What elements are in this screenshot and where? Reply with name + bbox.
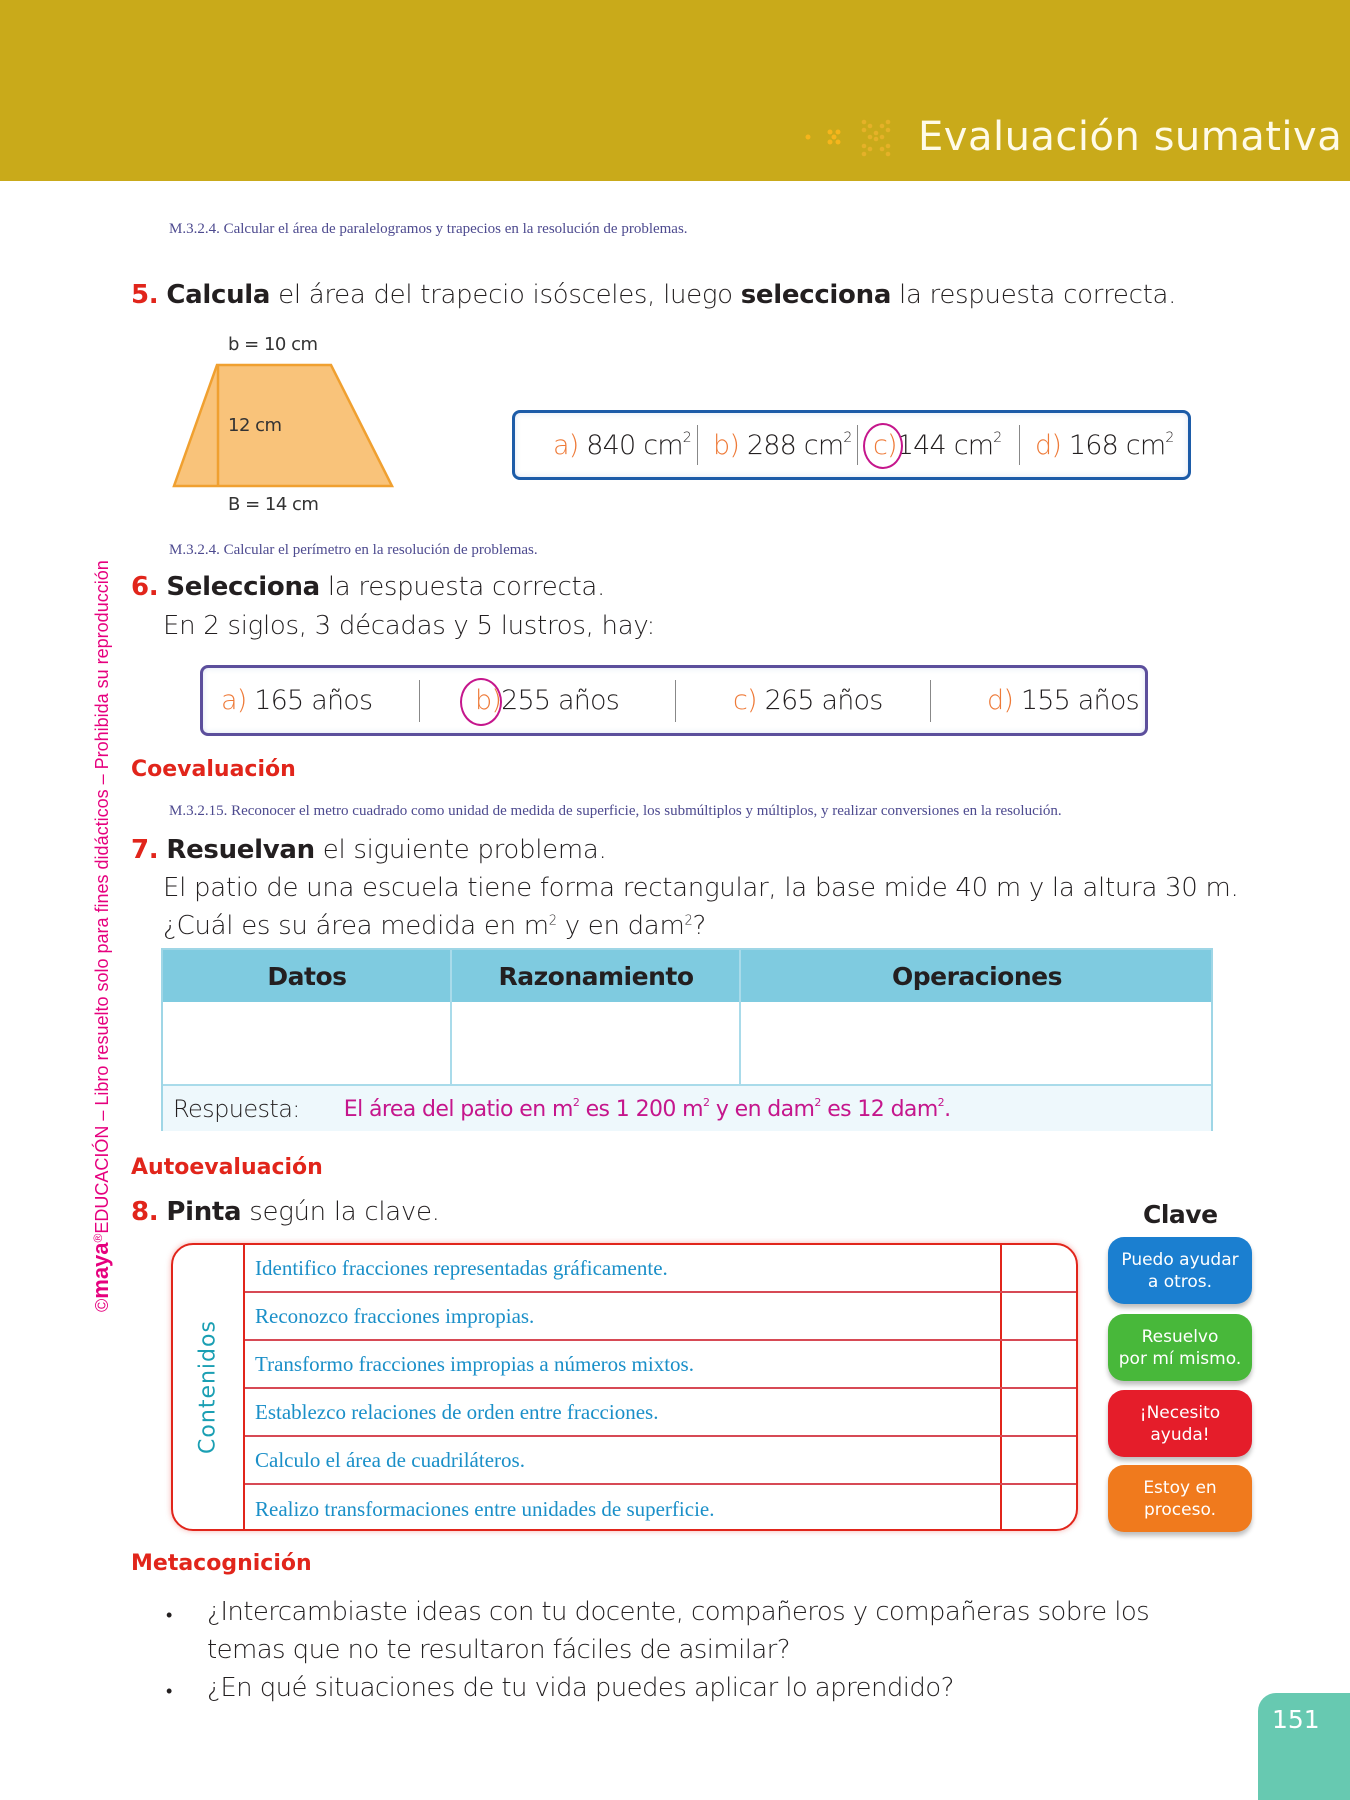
row-text: Establezco relaciones de orden entre fracciones.	[255, 1399, 659, 1424]
q6-text-1: la respuesta correcta.	[319, 572, 605, 602]
q7-text-1: el siguiente problema.	[314, 835, 607, 865]
metacognicion-heading: Metacognición	[131, 1551, 312, 1576]
option-value: 840 cm	[586, 429, 683, 461]
q5-standard: M.3.2.4. Calcular el área de paralelogramos y trapecios en la resolución de problemas.	[169, 221, 688, 237]
table-row	[245, 1389, 1078, 1437]
q8-prompt	[131, 1197, 440, 1227]
contenidos-label-cell	[173, 1245, 243, 1529]
q5-option-d[interactable]	[1035, 430, 1173, 461]
exponent: 2	[548, 913, 557, 929]
problem-solving-table	[161, 948, 1213, 1131]
page-number-tab	[1258, 1693, 1350, 1800]
q6-standard: M.3.2.4. Calcular el perímetro en la resolución de problemas.	[169, 542, 538, 558]
q6-number: 6.	[131, 572, 159, 602]
trapezoid-bottom-base-label: B = 14 cm	[228, 494, 319, 515]
cell-operaciones[interactable]	[741, 1002, 1213, 1084]
option-letter: a)	[553, 429, 579, 461]
header-operaciones: Operaciones	[891, 961, 1062, 991]
metacognition-question-1-line-2: temas que no te resultaron fáciles de asimilar?	[207, 1635, 790, 1665]
exponent: 2	[814, 1095, 821, 1109]
answer-text	[344, 1096, 951, 1122]
separator	[930, 680, 931, 722]
answer-part: El área del patio en m	[343, 1096, 573, 1122]
cell-razonamiento[interactable]	[452, 1002, 739, 1084]
option-value: 288 cm	[746, 429, 844, 461]
key-label: Resuelvo	[1141, 1326, 1219, 1347]
row-text: Calculo el área de cuadriláteros.	[255, 1447, 525, 1472]
exponent: 2	[703, 1095, 710, 1109]
bullet-icon: •	[166, 1681, 172, 1702]
color-cell[interactable]	[1000, 1389, 1078, 1435]
key-label: a otros.	[1147, 1271, 1213, 1292]
copyright-side-text	[88, 560, 114, 1312]
answer-label: Respuesta:	[173, 1094, 300, 1123]
option-value: 168 cm	[1068, 429, 1166, 461]
color-cell[interactable]	[1000, 1245, 1078, 1291]
answer-row	[163, 1084, 1211, 1131]
page-title: Evaluación sumativa	[918, 114, 1343, 160]
q6-subline: En 2 siglos, 3 décadas y 5 lustros, hay:	[163, 611, 656, 641]
q6-options-box	[200, 665, 1148, 736]
option-letter: b)	[713, 429, 740, 461]
key-label: ¡Necesito	[1139, 1402, 1221, 1423]
option-exponent: 2	[993, 429, 1002, 446]
q7-question-line	[163, 911, 706, 941]
option-value: 144 cm	[896, 429, 994, 461]
key-label: proceso.	[1144, 1499, 1216, 1520]
q6-bold-verb: Selecciona	[166, 572, 320, 602]
option-value: 155 años	[1020, 685, 1139, 716]
color-cell[interactable]	[1000, 1485, 1078, 1531]
option-value: 255 años	[501, 685, 620, 716]
option-letter: b)	[475, 685, 502, 716]
option-letter: c)	[733, 685, 757, 716]
q5-bold-verb-1: Calcula	[166, 280, 271, 310]
trapezoid-top-base-label: b = 10 cm	[228, 334, 318, 355]
answer-part: es 1 200 m	[579, 1096, 704, 1122]
key-solve-myself	[1108, 1314, 1252, 1381]
q7-q-part: ¿Cuál es su área medida en m	[163, 911, 549, 941]
trapezoid-height-label: 12 cm	[228, 415, 282, 436]
answer-part: y en dam	[709, 1096, 815, 1122]
cell-datos[interactable]	[163, 1002, 450, 1084]
page-number: 151	[1272, 1705, 1320, 1734]
contenidos-label: Contenidos	[195, 1320, 221, 1454]
option-exponent: 2	[682, 429, 691, 446]
separator	[697, 425, 698, 465]
key-label: Puedo ayudar	[1121, 1249, 1239, 1270]
copyright-symbol: ©	[92, 1298, 112, 1312]
q5-number: 5.	[131, 280, 159, 310]
separator	[857, 425, 858, 465]
option-value: 165 años	[254, 685, 373, 716]
row-text: Reconozco fracciones impropias.	[255, 1303, 535, 1328]
q5-text-1: el área del trapecio isósceles, luego	[270, 280, 741, 310]
bullet-icon: •	[166, 1605, 172, 1626]
separator	[419, 680, 420, 722]
q7-problem-line: El patio de una escuela tiene forma rectangular, la base mide 40 m y la altura 30 m.	[163, 873, 1239, 903]
q7-q-part: y en dam	[556, 911, 685, 941]
table-row	[245, 1437, 1078, 1485]
row-text: Transformo fracciones impropias a números mixtos.	[255, 1351, 694, 1376]
q7-prompt	[131, 835, 606, 865]
option-value: 265 años	[764, 685, 883, 716]
exponent: 2	[684, 913, 693, 929]
color-cell[interactable]	[1000, 1341, 1078, 1387]
key-title: Clave	[1143, 1200, 1218, 1229]
option-exponent: 2	[1165, 429, 1174, 446]
q7-number: 7.	[131, 835, 159, 865]
q7-bold-verb: Resuelvan	[166, 835, 315, 865]
q5-option-a[interactable]	[553, 430, 691, 461]
q5-text-2: la respuesta correcta.	[891, 280, 1177, 310]
metacognition-question-1-line-1: ¿Intercambiaste ideas con tu docente, compañeros y compañeras sobre los	[207, 1597, 1150, 1627]
q5-prompt	[131, 280, 1176, 310]
trapezoid-figure	[170, 363, 396, 489]
brand-logo: maya	[88, 1242, 113, 1299]
row-text: Realizo transformaciones entre unidades de superficie.	[255, 1496, 715, 1521]
q6-option-d[interactable]	[987, 685, 1139, 716]
selected-answer-circle	[460, 678, 502, 726]
registered-symbol: ®	[91, 1233, 105, 1243]
q8-text-1: según la clave.	[241, 1197, 440, 1227]
key-can-help-others	[1108, 1237, 1252, 1304]
key-label: por mí mismo.	[1118, 1348, 1242, 1369]
q7-q-part: ?	[692, 911, 706, 941]
header-razonamiento: Razonamiento	[498, 961, 694, 991]
metacognition-bullet-2	[166, 1674, 172, 1704]
color-cell[interactable]	[1000, 1293, 1078, 1339]
self-evaluation-table	[171, 1243, 1078, 1531]
autoevaluacion-heading: Autoevaluación	[131, 1155, 323, 1180]
option-letter: a)	[221, 685, 247, 716]
q8-number: 8.	[131, 1197, 159, 1227]
q8-bold-verb: Pinta	[166, 1197, 242, 1227]
selected-answer-circle	[863, 423, 903, 469]
table-row	[245, 1245, 1078, 1293]
coevaluacion-heading: Coevaluación	[131, 757, 296, 782]
q7-standard: M.3.2.15. Reconocer el metro cuadrado como unidad de medida de superficie, los submúltiplos y múltiplos, y realizar conversiones en la resolución.	[169, 803, 1062, 819]
key-label: ayuda!	[1150, 1424, 1210, 1445]
side-text-body: EDUCACIÓN – Libro resuelto solo para fines didácticos – Prohibida su reproducción	[92, 560, 112, 1234]
header-datos: Datos	[267, 961, 347, 991]
option-exponent: 2	[843, 429, 852, 446]
answer-part: .	[944, 1096, 951, 1122]
q6-option-c[interactable]	[733, 685, 883, 716]
color-cell[interactable]	[1000, 1437, 1078, 1483]
table-row	[245, 1293, 1078, 1341]
key-in-progress	[1108, 1465, 1252, 1532]
separator	[1019, 425, 1020, 465]
metacognition-bullet-1	[166, 1598, 172, 1628]
self-eval-rows	[243, 1245, 1078, 1529]
answer-part: es 12 dam	[820, 1096, 938, 1122]
q6-option-a[interactable]	[221, 685, 372, 716]
table-row	[245, 1341, 1078, 1389]
q5-bold-verb-2: selecciona	[740, 280, 892, 310]
exponent: 2	[572, 1095, 580, 1109]
q6-prompt	[131, 572, 605, 602]
separator	[675, 680, 676, 722]
exponent: 2	[937, 1095, 945, 1109]
key-label: Estoy en	[1143, 1477, 1217, 1498]
option-letter: d)	[1035, 429, 1062, 461]
key-need-help	[1108, 1390, 1252, 1457]
dots-cross-pattern-icon	[804, 116, 904, 160]
q5-option-b[interactable]	[713, 430, 851, 461]
metacognition-question-2: ¿En qué situaciones de tu vida puedes aplicar lo aprendido?	[207, 1673, 954, 1703]
row-text: Identifico fracciones representadas gráficamente.	[255, 1255, 668, 1280]
q5-options-box	[512, 410, 1191, 480]
option-letter: c)	[873, 429, 897, 461]
option-letter: d)	[987, 685, 1014, 716]
table-row	[245, 1485, 1078, 1531]
